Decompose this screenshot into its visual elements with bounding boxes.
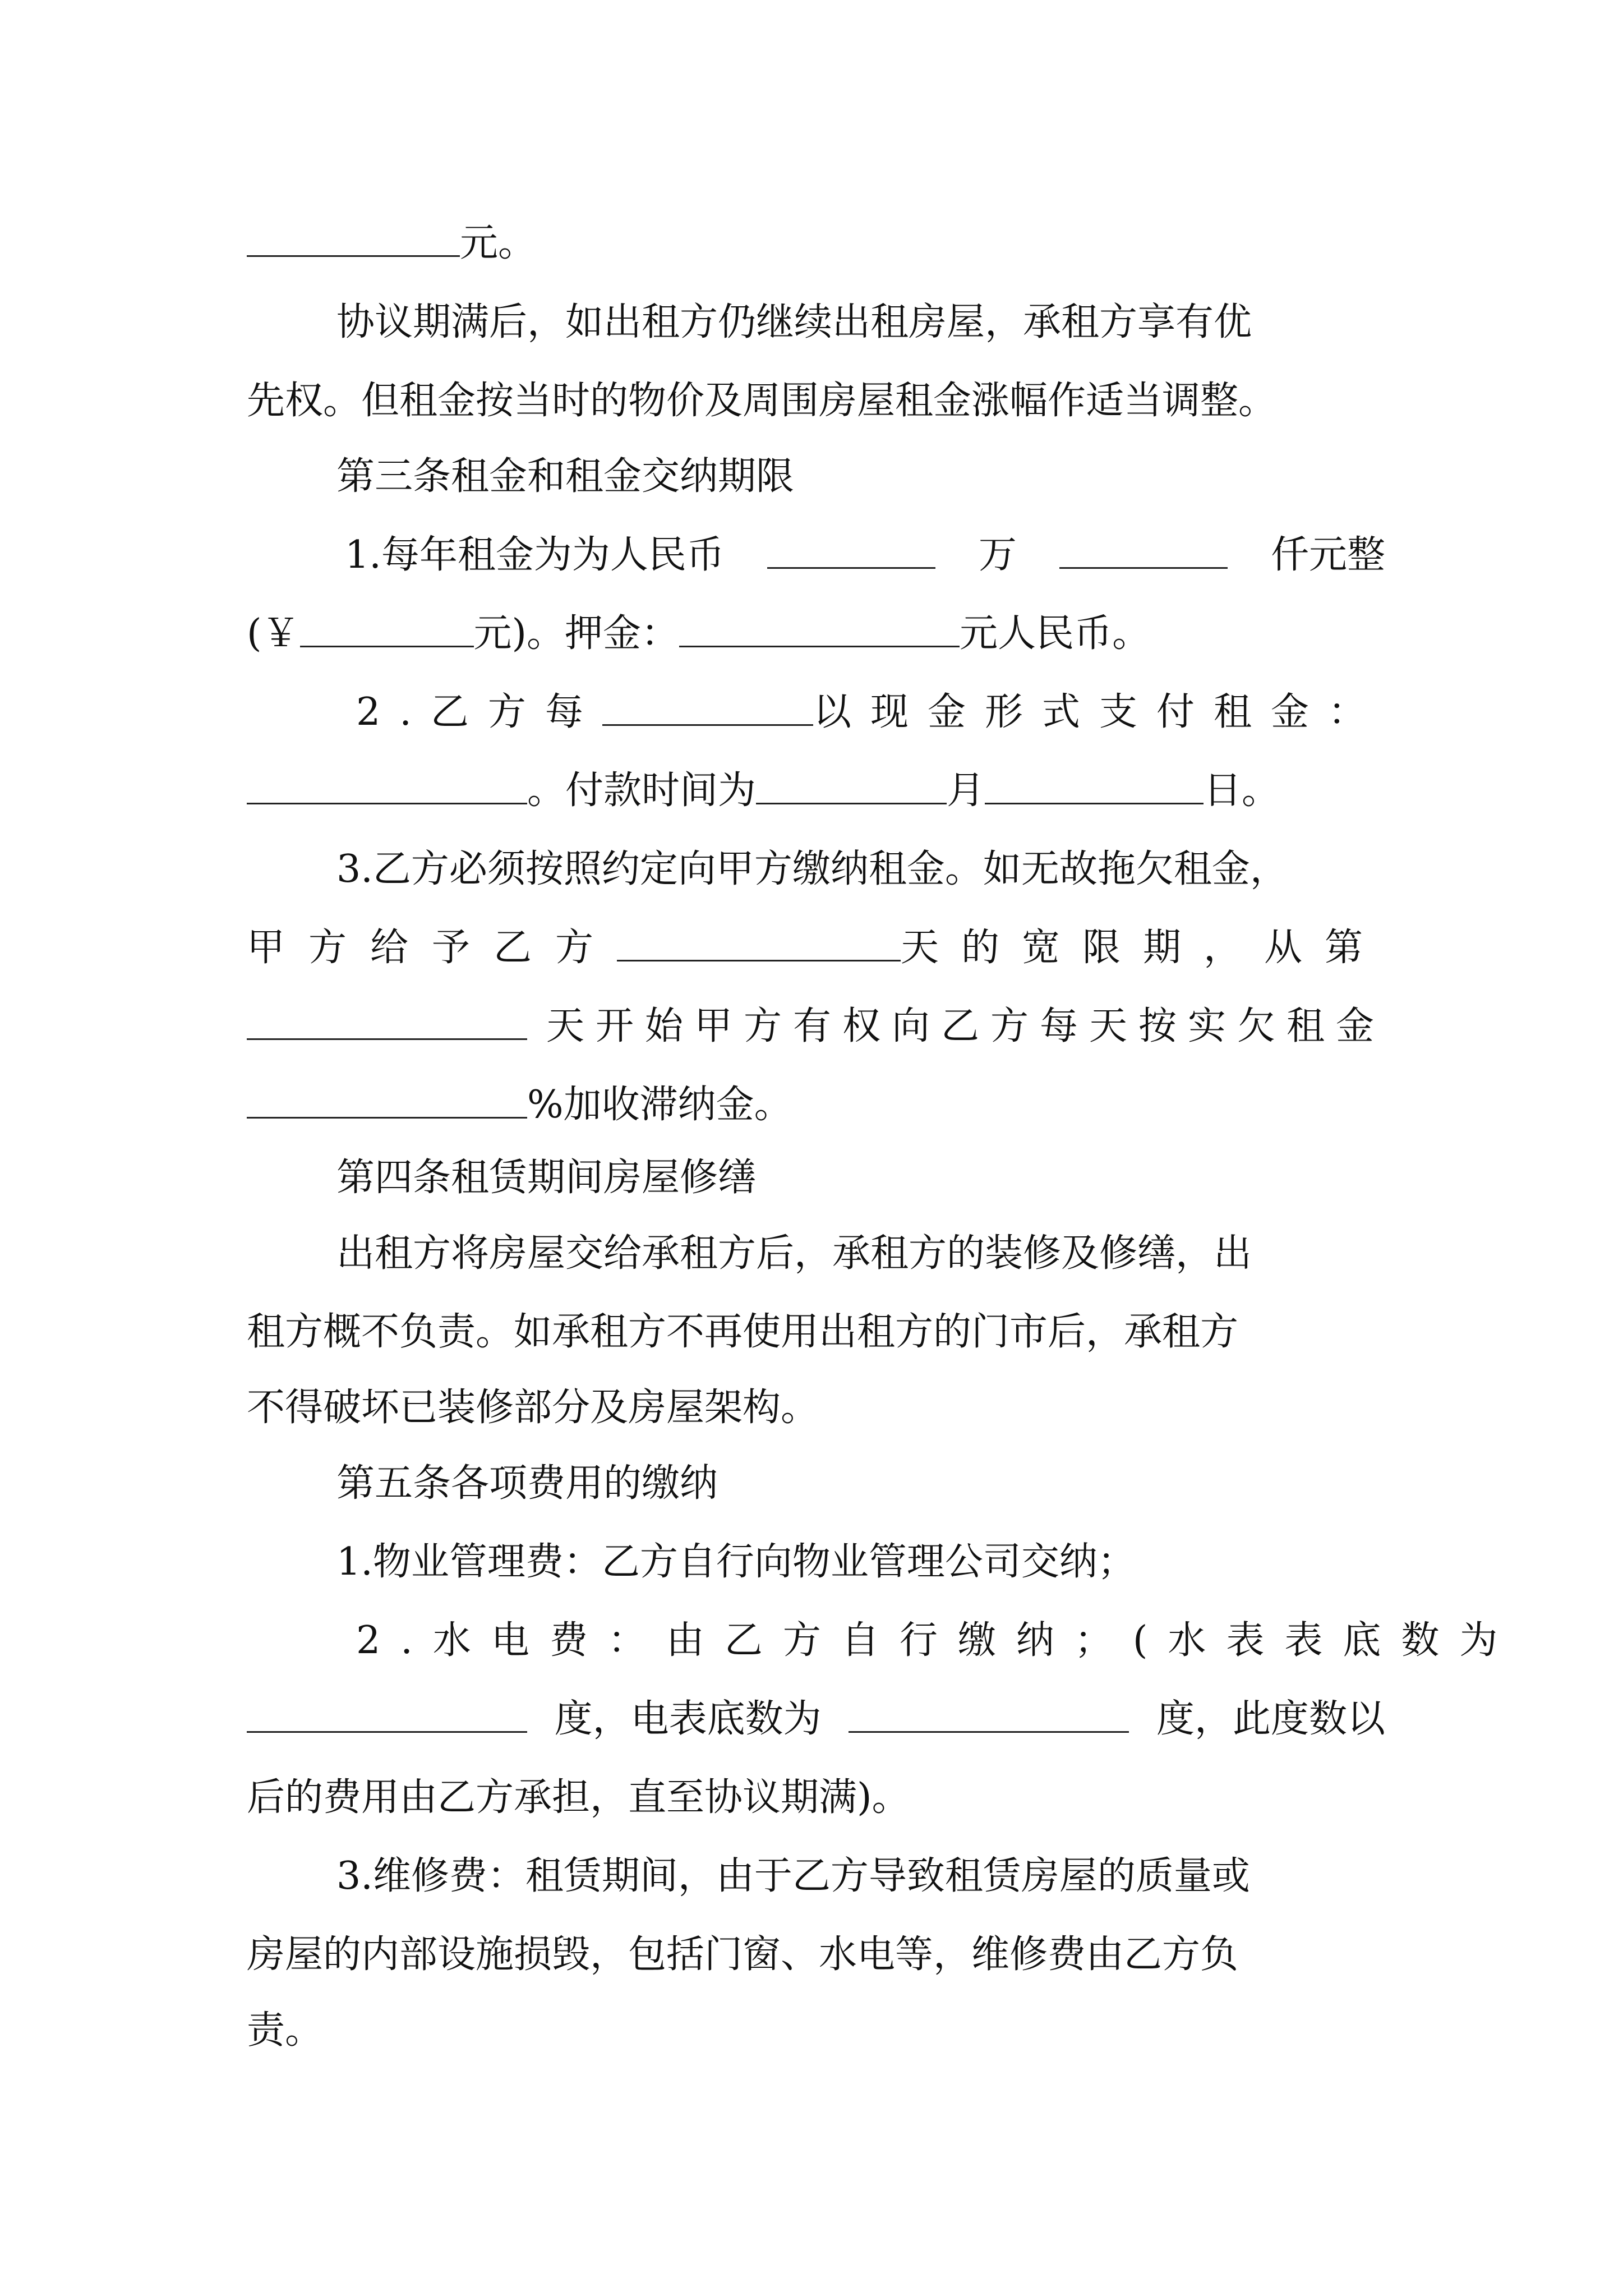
fill-blank — [849, 1731, 1129, 1733]
section-heading — [336, 1444, 1385, 1523]
text-line — [336, 283, 1385, 362]
fill-blank — [617, 960, 901, 961]
fill-blank — [602, 724, 813, 726]
text-segment: %加收滞纳金。 — [527, 1083, 792, 1127]
paragraph-text: 3.乙方必须按照约定向甲方缴纳租金。如无故拖欠租金， — [336, 847, 1288, 891]
fill-blank — [247, 1731, 527, 1733]
fill-blank — [985, 803, 1204, 804]
paragraph-text: 责。 — [247, 2008, 324, 2053]
paragraph-text: 租方概不负责。如承租方不再使用出租方的门市后，承租方 — [247, 1310, 1239, 1354]
text-line — [336, 1837, 1385, 1916]
text-line — [356, 673, 1385, 752]
paragraph-text: 先权。但租金按当时的物价及周围房屋租金涨幅作适当调整。 — [247, 379, 1277, 423]
text-segment: 2.乙方每 — [356, 690, 602, 734]
fill-blank — [767, 567, 935, 569]
text-line — [247, 909, 1385, 987]
text-line — [345, 516, 1385, 595]
text-segment: 。付款时间为 — [527, 769, 757, 813]
text-line — [247, 1369, 1385, 1447]
text-line — [336, 830, 1385, 909]
paragraph-text: 出租方将房屋交给承租方后，承租方的装修及修缮，出 — [336, 1231, 1252, 1276]
text-line — [247, 1991, 1385, 2070]
paragraph-text: 后的费用由乙方承担，直至协议期满)。 — [247, 1775, 910, 1820]
heading-text: 第四条租赁期间房屋修缮 — [336, 1156, 757, 1200]
text-segment: 1.每年租金为为人民币 — [345, 533, 725, 577]
text-segment: 月 — [947, 769, 985, 813]
text-line — [247, 1680, 1385, 1759]
fill-blank — [247, 1038, 527, 1040]
text-line — [336, 1523, 1385, 1602]
text-segment: 日。 — [1204, 769, 1280, 813]
text-segment: 度，此度数以 — [1156, 1697, 1385, 1741]
text-segment: 甲方给予乙方 — [247, 926, 617, 970]
text-line — [247, 362, 1385, 440]
text-line — [247, 595, 1385, 673]
text-segment: (￥ — [247, 611, 300, 656]
text-line — [247, 1293, 1385, 1372]
paragraph-text: 不得破坏已装修部分及房屋架构。 — [247, 1386, 819, 1430]
text-segment: 仟元整 — [1270, 533, 1385, 577]
fill-blank — [679, 646, 960, 647]
text-line — [247, 1759, 1385, 1837]
paragraph-text: 1.物业管理费：乙方自行向物业管理公司交纳； — [336, 1540, 1136, 1584]
paragraph-text: 2.水电费：由乙方自行缴纳；(水表表底数为 — [356, 1618, 1518, 1663]
fill-blank — [247, 803, 527, 804]
text-segment: 天的宽限期，从第 — [900, 926, 1385, 970]
section-heading — [336, 1139, 1385, 1217]
text-line — [247, 1066, 1385, 1144]
fill-blank — [247, 1117, 527, 1119]
fill-blank — [1059, 567, 1228, 569]
paragraph-text: 协议期满后，如出租方仍继续出租房屋，承租方享有优 — [336, 300, 1252, 344]
text-line — [247, 987, 1385, 1066]
paragraph-text: 3.维修费：租赁期间，由于乙方导致租赁房屋的质量或 — [336, 1854, 1250, 1898]
text-segment: 以现金形式支付租金： — [813, 690, 1385, 734]
heading-text: 第五条各项费用的缴纳 — [336, 1461, 718, 1506]
section-heading — [336, 438, 1385, 516]
heading-text: 第三条租金和租金交纳期限 — [336, 454, 795, 499]
fill-blank — [300, 646, 474, 647]
text-line — [356, 1602, 1518, 1680]
paragraph-text: 房屋的内部设施损毁，包括门窗、水电等，维修费由乙方负 — [247, 1932, 1239, 1977]
text-line — [247, 752, 1385, 830]
text-segment: 元人民币。 — [960, 611, 1151, 656]
text-line — [247, 1916, 1385, 1994]
fill-blank — [247, 255, 460, 257]
text-line — [247, 204, 1385, 283]
text-segment: 天开始甲方有权向乙方每天按实欠租金 — [546, 1004, 1385, 1048]
text-line — [336, 1214, 1385, 1293]
text-segment: 元。 — [460, 221, 537, 265]
text-segment: 万 — [978, 533, 1017, 577]
text-segment: 度，电表底数为 — [554, 1697, 822, 1741]
fill-blank — [756, 803, 947, 804]
text-segment: 元)。押金： — [473, 611, 680, 656]
